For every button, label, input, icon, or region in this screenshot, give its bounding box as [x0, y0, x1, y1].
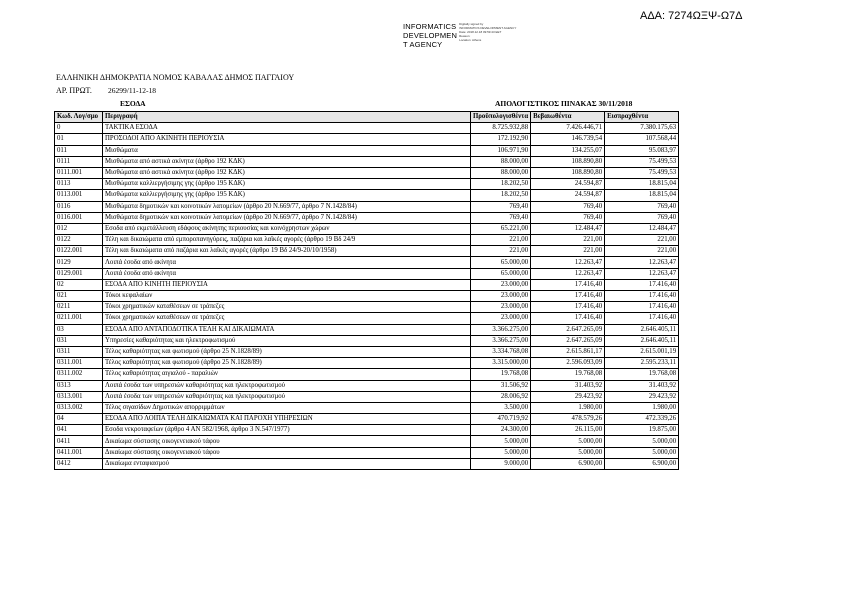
- cell-description: Τέλος καθαριότητας και φωτισμού (άρθρο 25 Ν.1828/89): [103, 358, 471, 369]
- cell-code: 0211: [55, 302, 103, 313]
- cell-collected: 769,40: [605, 201, 679, 212]
- cell-budgeted: 28.006,92: [471, 391, 531, 402]
- cell-description: Δικαίωμα ενταφιασμού: [103, 458, 471, 469]
- cell-budgeted: 5.000,00: [471, 447, 531, 458]
- signature-stamp: [403, 22, 516, 49]
- table-row: [55, 156, 679, 167]
- cell-description: Τέλος καθαριότητας αιγιαλού - παραλιών: [103, 369, 471, 380]
- cell-description: ΤΑΚΤΙΚΑ ΕΣΟΔΑ: [103, 123, 471, 134]
- table-row: [55, 291, 679, 302]
- cell-code: 0122: [55, 235, 103, 246]
- cell-budgeted: 65.000,00: [471, 257, 531, 268]
- table-header-row: [55, 112, 679, 123]
- cell-code: 0313.001: [55, 391, 103, 402]
- cell-collected: 17.416,40: [605, 279, 679, 290]
- cell-code: 0129.001: [55, 268, 103, 279]
- cell-collected: 95.083,97: [605, 145, 679, 156]
- cell-budgeted: 9.000,00: [471, 458, 531, 469]
- cell-certified: 2.647.265,09: [531, 335, 605, 346]
- cell-collected: 12.263,47: [605, 257, 679, 268]
- cell-description: Μισθώματα δημοτικών και κοινοτικών λατομείων (άρθρο 20 Ν.669/77, άρθρο 7 Ν.1428/84): [103, 212, 471, 223]
- table-row: [55, 223, 679, 234]
- cell-description: Λοιπά έσοδα από ακίνητα: [103, 257, 471, 268]
- table-row: [55, 268, 679, 279]
- table-row: [55, 402, 679, 413]
- cell-certified: 769,40: [531, 201, 605, 212]
- stamp-detail-line: Date: 2018.12.18 09:59:43 EET: [459, 30, 502, 34]
- cell-budgeted: 18.202,50: [471, 190, 531, 201]
- cell-collected: 75.499,53: [605, 167, 679, 178]
- cell-collected: 2.646.405,11: [605, 335, 679, 346]
- table-row: [55, 145, 679, 156]
- cell-budgeted: 3.366.275,00: [471, 324, 531, 335]
- cell-certified: 17.416,40: [531, 302, 605, 313]
- cell-code: 011: [55, 145, 103, 156]
- table-row: [55, 190, 679, 201]
- stamp-line: T AGENCY: [403, 40, 443, 49]
- cell-collected: 107.568,44: [605, 134, 679, 145]
- cell-certified: 7.426.446,71: [531, 123, 605, 134]
- cell-code: 0411: [55, 436, 103, 447]
- cell-description: Εσοδα νεκροταφείων (άρθρο 4 ΑΝ 582/1968, άρθρο 3 Ν.547/1977): [103, 425, 471, 436]
- cell-code: 0111: [55, 156, 103, 167]
- cell-description: Τόκοι χρηματικών καταθέσεων σε τράπεζες: [103, 313, 471, 324]
- cell-collected: 75.499,53: [605, 156, 679, 167]
- cell-collected: 31.403,92: [605, 380, 679, 391]
- table-row: [55, 425, 679, 436]
- protocol-label: ΑΡ. ΠΡΩΤ.: [56, 86, 92, 95]
- cell-code: 02: [55, 279, 103, 290]
- cell-collected: 19.768,08: [605, 369, 679, 380]
- cell-collected: 769,40: [605, 212, 679, 223]
- cell-certified: 108.890,80: [531, 167, 605, 178]
- cell-budgeted: 65.221,00: [471, 223, 531, 234]
- cell-certified: 478.579,26: [531, 414, 605, 425]
- cell-budgeted: 470.719,92: [471, 414, 531, 425]
- cell-description: ΕΣΟΔΑ ΑΠΟ ΚΙΝΗΤΗ ΠΕΡΙΟΥΣΙΑ: [103, 279, 471, 290]
- cell-budgeted: 88.000,00: [471, 167, 531, 178]
- cell-description: Τέλη και δικαιώματα από παζάρια και λαϊκές αγορές (άρθρο 19 Βδ 24/9-20/10/1958): [103, 246, 471, 257]
- cell-budgeted: 3.500,00: [471, 402, 531, 413]
- cell-code: 0311.001: [55, 358, 103, 369]
- cell-collected: 17.416,40: [605, 291, 679, 302]
- table-row: [55, 167, 679, 178]
- cell-certified: 769,40: [531, 212, 605, 223]
- cell-budgeted: 769,40: [471, 212, 531, 223]
- cell-certified: 1.980,00: [531, 402, 605, 413]
- table-row: [55, 380, 679, 391]
- cell-certified: 134.255,07: [531, 145, 605, 156]
- cell-certified: 26.115,00: [531, 425, 605, 436]
- stamp-detail-line: Digitally signed by: [459, 22, 484, 26]
- cell-budgeted: 23.000,00: [471, 291, 531, 302]
- cell-collected: 17.416,40: [605, 313, 679, 324]
- cell-budgeted: 221,00: [471, 235, 531, 246]
- cell-certified: 24.594,87: [531, 190, 605, 201]
- cell-code: 0111.001: [55, 167, 103, 178]
- table-row: [55, 257, 679, 268]
- cell-code: 0311.002: [55, 369, 103, 380]
- cell-certified: 2.647.265,09: [531, 324, 605, 335]
- table-row: [55, 369, 679, 380]
- cell-certified: 5.000,00: [531, 447, 605, 458]
- cell-code: 0411.001: [55, 447, 103, 458]
- table-row: [55, 414, 679, 425]
- cell-code: 0313.002: [55, 402, 103, 413]
- cell-certified: 31.403,92: [531, 380, 605, 391]
- cell-description: Λοιπά έσοδα από ακίνητα: [103, 268, 471, 279]
- cell-budgeted: 23.000,00: [471, 313, 531, 324]
- cell-certified: 221,00: [531, 235, 605, 246]
- cell-description: Υπηρεσίες καθαριότητας και ηλεκτροφωτισμού: [103, 335, 471, 346]
- cell-collected: 1.980,00: [605, 402, 679, 413]
- cell-description: Μισθώματα δημοτικών και κοινοτικών λατομείων (άρθρο 20 Ν.669/77, άρθρο 7 Ν.1428/84): [103, 201, 471, 212]
- table-row: [55, 235, 679, 246]
- cell-code: 0122.001: [55, 246, 103, 257]
- cell-collected: 18.815,04: [605, 179, 679, 190]
- table-row: [55, 313, 679, 324]
- cell-description: Τέλος καθαριότητας και φωτισμού (άρθρο 25 Ν.1828/89): [103, 346, 471, 357]
- cell-certified: 5.000,00: [531, 436, 605, 447]
- protocol-value: 26299/11-12-18: [108, 86, 157, 95]
- cell-certified: 17.416,40: [531, 313, 605, 324]
- cell-budgeted: 23.000,00: [471, 279, 531, 290]
- cell-description: Λοιπά έσοδα των υπηρεσιών καθαριότητας και ηλεκτροφωτισμού: [103, 391, 471, 402]
- table-row: [55, 346, 679, 357]
- cell-description: Μισθώματα καλλιεργήσιμης γης (άρθρο 195 ΚΔΚ): [103, 179, 471, 190]
- cell-description: Τέλη και δικαιώματα από εμποροπανηγύρεις, παζάρια και λαϊκές αγορές (άρθρο 19 Βδ 24/9: [103, 235, 471, 246]
- cell-budgeted: 769,40: [471, 201, 531, 212]
- table-row: [55, 212, 679, 223]
- cell-collected: 7.380.175,63: [605, 123, 679, 134]
- stamp-organization: [403, 22, 457, 49]
- cell-budgeted: 3.315.000,00: [471, 358, 531, 369]
- cell-budgeted: 221,00: [471, 246, 531, 257]
- stamp-detail-line: INFORMATICS DEVELOPMENT AGENCY: [459, 26, 517, 30]
- cell-code: 012: [55, 223, 103, 234]
- cell-description: Μισθώματα καλλιεργήσιμης γης (άρθρο 195 ΚΔΚ): [103, 190, 471, 201]
- stamp-details: [459, 22, 516, 49]
- cell-budgeted: 3.366.275,00: [471, 335, 531, 346]
- stamp-detail-line: Location: Athens: [459, 38, 482, 42]
- table-row: [55, 391, 679, 402]
- cell-budgeted: 31.506,92: [471, 380, 531, 391]
- column-header-description: Περιγραφή: [103, 112, 471, 123]
- cell-description: ΠΡΟΣΟΔΟΙ ΑΠΟ ΑΚΙΝΗΤΗ ΠΕΡΙΟΥΣΙΑ: [103, 134, 471, 145]
- cell-collected: 472.339,26: [605, 414, 679, 425]
- protocol-line: [56, 86, 156, 95]
- cell-collected: 17.416,40: [605, 302, 679, 313]
- stamp-line: DEVELOPMEN: [403, 31, 458, 40]
- cell-budgeted: 24.300,00: [471, 425, 531, 436]
- cell-description: Μισθώματα: [103, 145, 471, 156]
- cell-budgeted: 23.000,00: [471, 302, 531, 313]
- table-row: [55, 324, 679, 335]
- cell-certified: 29.423,92: [531, 391, 605, 402]
- cell-description: Λοιπά έσοδα των υπηρεσιών καθαριότητας και ηλεκτροφωτισμού: [103, 380, 471, 391]
- cell-code: 0: [55, 123, 103, 134]
- column-header-collected: Εισπραχθέντα: [605, 112, 679, 123]
- cell-code: 0313: [55, 380, 103, 391]
- cell-collected: 2.595.233,11: [605, 358, 679, 369]
- cell-budgeted: 19.768,08: [471, 369, 531, 380]
- cell-budgeted: 172.192,90: [471, 134, 531, 145]
- stamp-line: INFORMATICS: [403, 22, 457, 31]
- cell-collected: 2.646.405,11: [605, 324, 679, 335]
- cell-code: 0116: [55, 201, 103, 212]
- cell-description: Τόκοι κεφαλαίων: [103, 291, 471, 302]
- cell-certified: 146.739,54: [531, 134, 605, 145]
- cell-code: 0113.001: [55, 190, 103, 201]
- cell-code: 0116.001: [55, 212, 103, 223]
- section-title: ΕΣΟΔΑ: [120, 99, 146, 108]
- table-row: [55, 358, 679, 369]
- table-row: [55, 179, 679, 190]
- cell-collected: 19.875,00: [605, 425, 679, 436]
- cell-certified: 2.615.861,17: [531, 346, 605, 357]
- cell-certified: 24.594,87: [531, 179, 605, 190]
- cell-collected: 5.000,00: [605, 447, 679, 458]
- table-row: [55, 279, 679, 290]
- cell-code: 03: [55, 324, 103, 335]
- cell-certified: 12.263,47: [531, 268, 605, 279]
- cell-description: Δικαίωμα σύστασης οικογενειακού τάφου: [103, 436, 471, 447]
- cell-code: 031: [55, 335, 103, 346]
- cell-budgeted: 106.971,90: [471, 145, 531, 156]
- table-row: [55, 458, 679, 469]
- cell-collected: 221,00: [605, 246, 679, 257]
- table-row: [55, 436, 679, 447]
- cell-budgeted: 5.000,00: [471, 436, 531, 447]
- cell-description: ΕΣΟΔΑ ΑΠΟ ΑΝΤΑΠΟΔΟΤΙΚΑ ΤΕΛΗ ΚΑΙ ΔΙΚΑΙΩΜΑΤΑ: [103, 324, 471, 335]
- cell-certified: 12.263,47: [531, 257, 605, 268]
- cell-certified: 12.484,47: [531, 223, 605, 234]
- cell-collected: 18.815,04: [605, 190, 679, 201]
- cell-description: Μισθώματα από αστικά ακίνητα (άρθρο 192 ΚΔΚ): [103, 156, 471, 167]
- ada-code: ΑΔΑ: 7274ΩΞΨ-Ω7Δ: [640, 10, 743, 22]
- revenue-table: [54, 111, 679, 470]
- cell-collected: 221,00: [605, 235, 679, 246]
- cell-budgeted: 18.202,50: [471, 179, 531, 190]
- cell-budgeted: 8.725.932,88: [471, 123, 531, 134]
- cell-code: 021: [55, 291, 103, 302]
- stamp-detail-line: Reason:: [459, 34, 471, 38]
- cell-budgeted: 65.000,00: [471, 268, 531, 279]
- column-header-certified: Βεβαιωθέντα: [531, 112, 605, 123]
- cell-collected: 12.484,47: [605, 223, 679, 234]
- cell-code: 0311: [55, 346, 103, 357]
- table-row: [55, 201, 679, 212]
- cell-description: Δικαίωμα σύστασης οικογενειακού τάφου: [103, 447, 471, 458]
- cell-certified: 6.900,00: [531, 458, 605, 469]
- cell-code: 0129: [55, 257, 103, 268]
- header-authority: ΕΛΛΗΝΙΚΗ ΔΗΜΟΚΡΑΤΙΑ ΝΟΜΟΣ ΚΑΒΑΛΑΣ ΔΗΜΟΣ ΠΑΓΓΑΙΟΥ: [56, 73, 295, 82]
- table-row: [55, 134, 679, 145]
- table-row: [55, 447, 679, 458]
- cell-collected: 6.900,00: [605, 458, 679, 469]
- cell-collected: 29.423,92: [605, 391, 679, 402]
- report-title: ΑΠΟΛΟΓΙΣΤΙΚΟΣ ΠΙΝΑΚΑΣ 30/11/2018: [495, 99, 633, 108]
- cell-code: 0113: [55, 179, 103, 190]
- cell-certified: 17.416,40: [531, 291, 605, 302]
- cell-code: 0412: [55, 458, 103, 469]
- cell-code: 01: [55, 134, 103, 145]
- table-row: [55, 302, 679, 313]
- table-row: [55, 246, 679, 257]
- column-header-budgeted: Προϋπολογισθέντα: [471, 112, 531, 123]
- cell-description: Τόκοι χρηματικών καταθέσεων σε τράπεζες: [103, 302, 471, 313]
- cell-collected: 5.000,00: [605, 436, 679, 447]
- cell-description: Τέλος σιγασίδων Δημοτικών απορριμμάτων: [103, 402, 471, 413]
- table-row: [55, 123, 679, 134]
- cell-certified: 2.596.093,09: [531, 358, 605, 369]
- cell-certified: 108.890,80: [531, 156, 605, 167]
- cell-code: 04: [55, 414, 103, 425]
- cell-certified: 19.768,08: [531, 369, 605, 380]
- cell-budgeted: 3.334.768,08: [471, 346, 531, 357]
- cell-description: ΕΣΟΔΑ ΑΠΟ ΛΟΙΠΑ ΤΕΛΗ ΔΙΚΑΙΩΜΑΤΑ ΚΑΙ ΠΑΡΟΧΗ ΥΠΗΡΕΣΙΩΝ: [103, 414, 471, 425]
- cell-code: 041: [55, 425, 103, 436]
- table-row: [55, 335, 679, 346]
- cell-certified: 17.416,40: [531, 279, 605, 290]
- cell-budgeted: 88.000,00: [471, 156, 531, 167]
- cell-collected: 12.263,47: [605, 268, 679, 279]
- cell-collected: 2.615.001,19: [605, 346, 679, 357]
- cell-description: Εσοδα από εκμετάλλευση εδάφους ακίνητης περιουσίας και κοινόχρηστων χώρων: [103, 223, 471, 234]
- cell-description: Μισθώματα από αστικά ακίνητα (άρθρο 192 ΚΔΚ): [103, 167, 471, 178]
- cell-certified: 221,00: [531, 246, 605, 257]
- column-header-code: Κωδ. Λογ/σμο: [55, 112, 103, 123]
- cell-code: 0211.001: [55, 313, 103, 324]
